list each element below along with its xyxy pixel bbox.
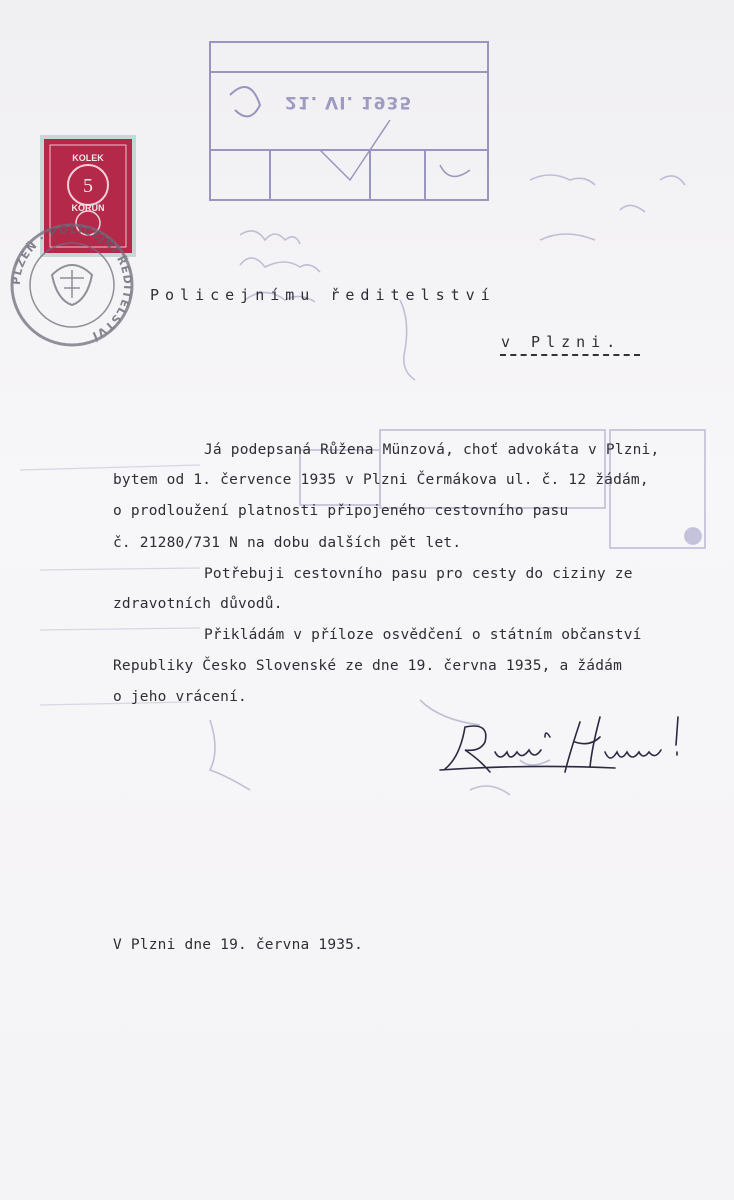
revenue-stamp-bottom: KORUN [71, 203, 105, 213]
body-line-2: bytem od 1. července 1935 v Plzni Čermákova ul. č. 12 žádám, [113, 472, 649, 488]
police-seal-icon [2, 220, 142, 360]
signature-text: Růžena Münzová [430, 712, 439, 713]
body-line-9: o jeho vrácení. [113, 689, 247, 705]
recipient-line-2: v Plzni. [501, 333, 622, 351]
revenue-stamp-value: 5 [83, 175, 93, 197]
recipient-line-1: Policejnímu ředitelství [150, 286, 496, 304]
recipient-underline [500, 354, 640, 356]
seal-text: PLZEŇ · POLICEJNÍ ŘEDITELSTVÍ [9, 222, 135, 343]
body-line-3: o prodloužení platnosti připojeného cestovního pasu [113, 503, 569, 519]
revenue-stamp-top: KOLEK [72, 153, 104, 163]
body-line-1: Já podepsaná Růžena Münzová, choť advokáta v Plzni, [204, 442, 660, 458]
body-line-7: Přikládám v příloze osvědčení o státním občanství [204, 627, 642, 643]
body-line-4: č. 21280/731 N na dobu dalších pět let. [113, 535, 462, 551]
signature-icon [430, 712, 690, 782]
registry-date: 21. VI. 1935 [285, 92, 413, 112]
body-line-6: zdravotních důvodů. [113, 596, 283, 612]
body-line-8: Republiky Česko Slovenské ze dne 19. června 1935, a žádám [113, 658, 622, 674]
date-line: V Plzni dne 19. června 1935. [113, 937, 364, 953]
body-line-5: Potřebuji cestovního pasu pro cesty do ciziny ze [204, 566, 633, 582]
